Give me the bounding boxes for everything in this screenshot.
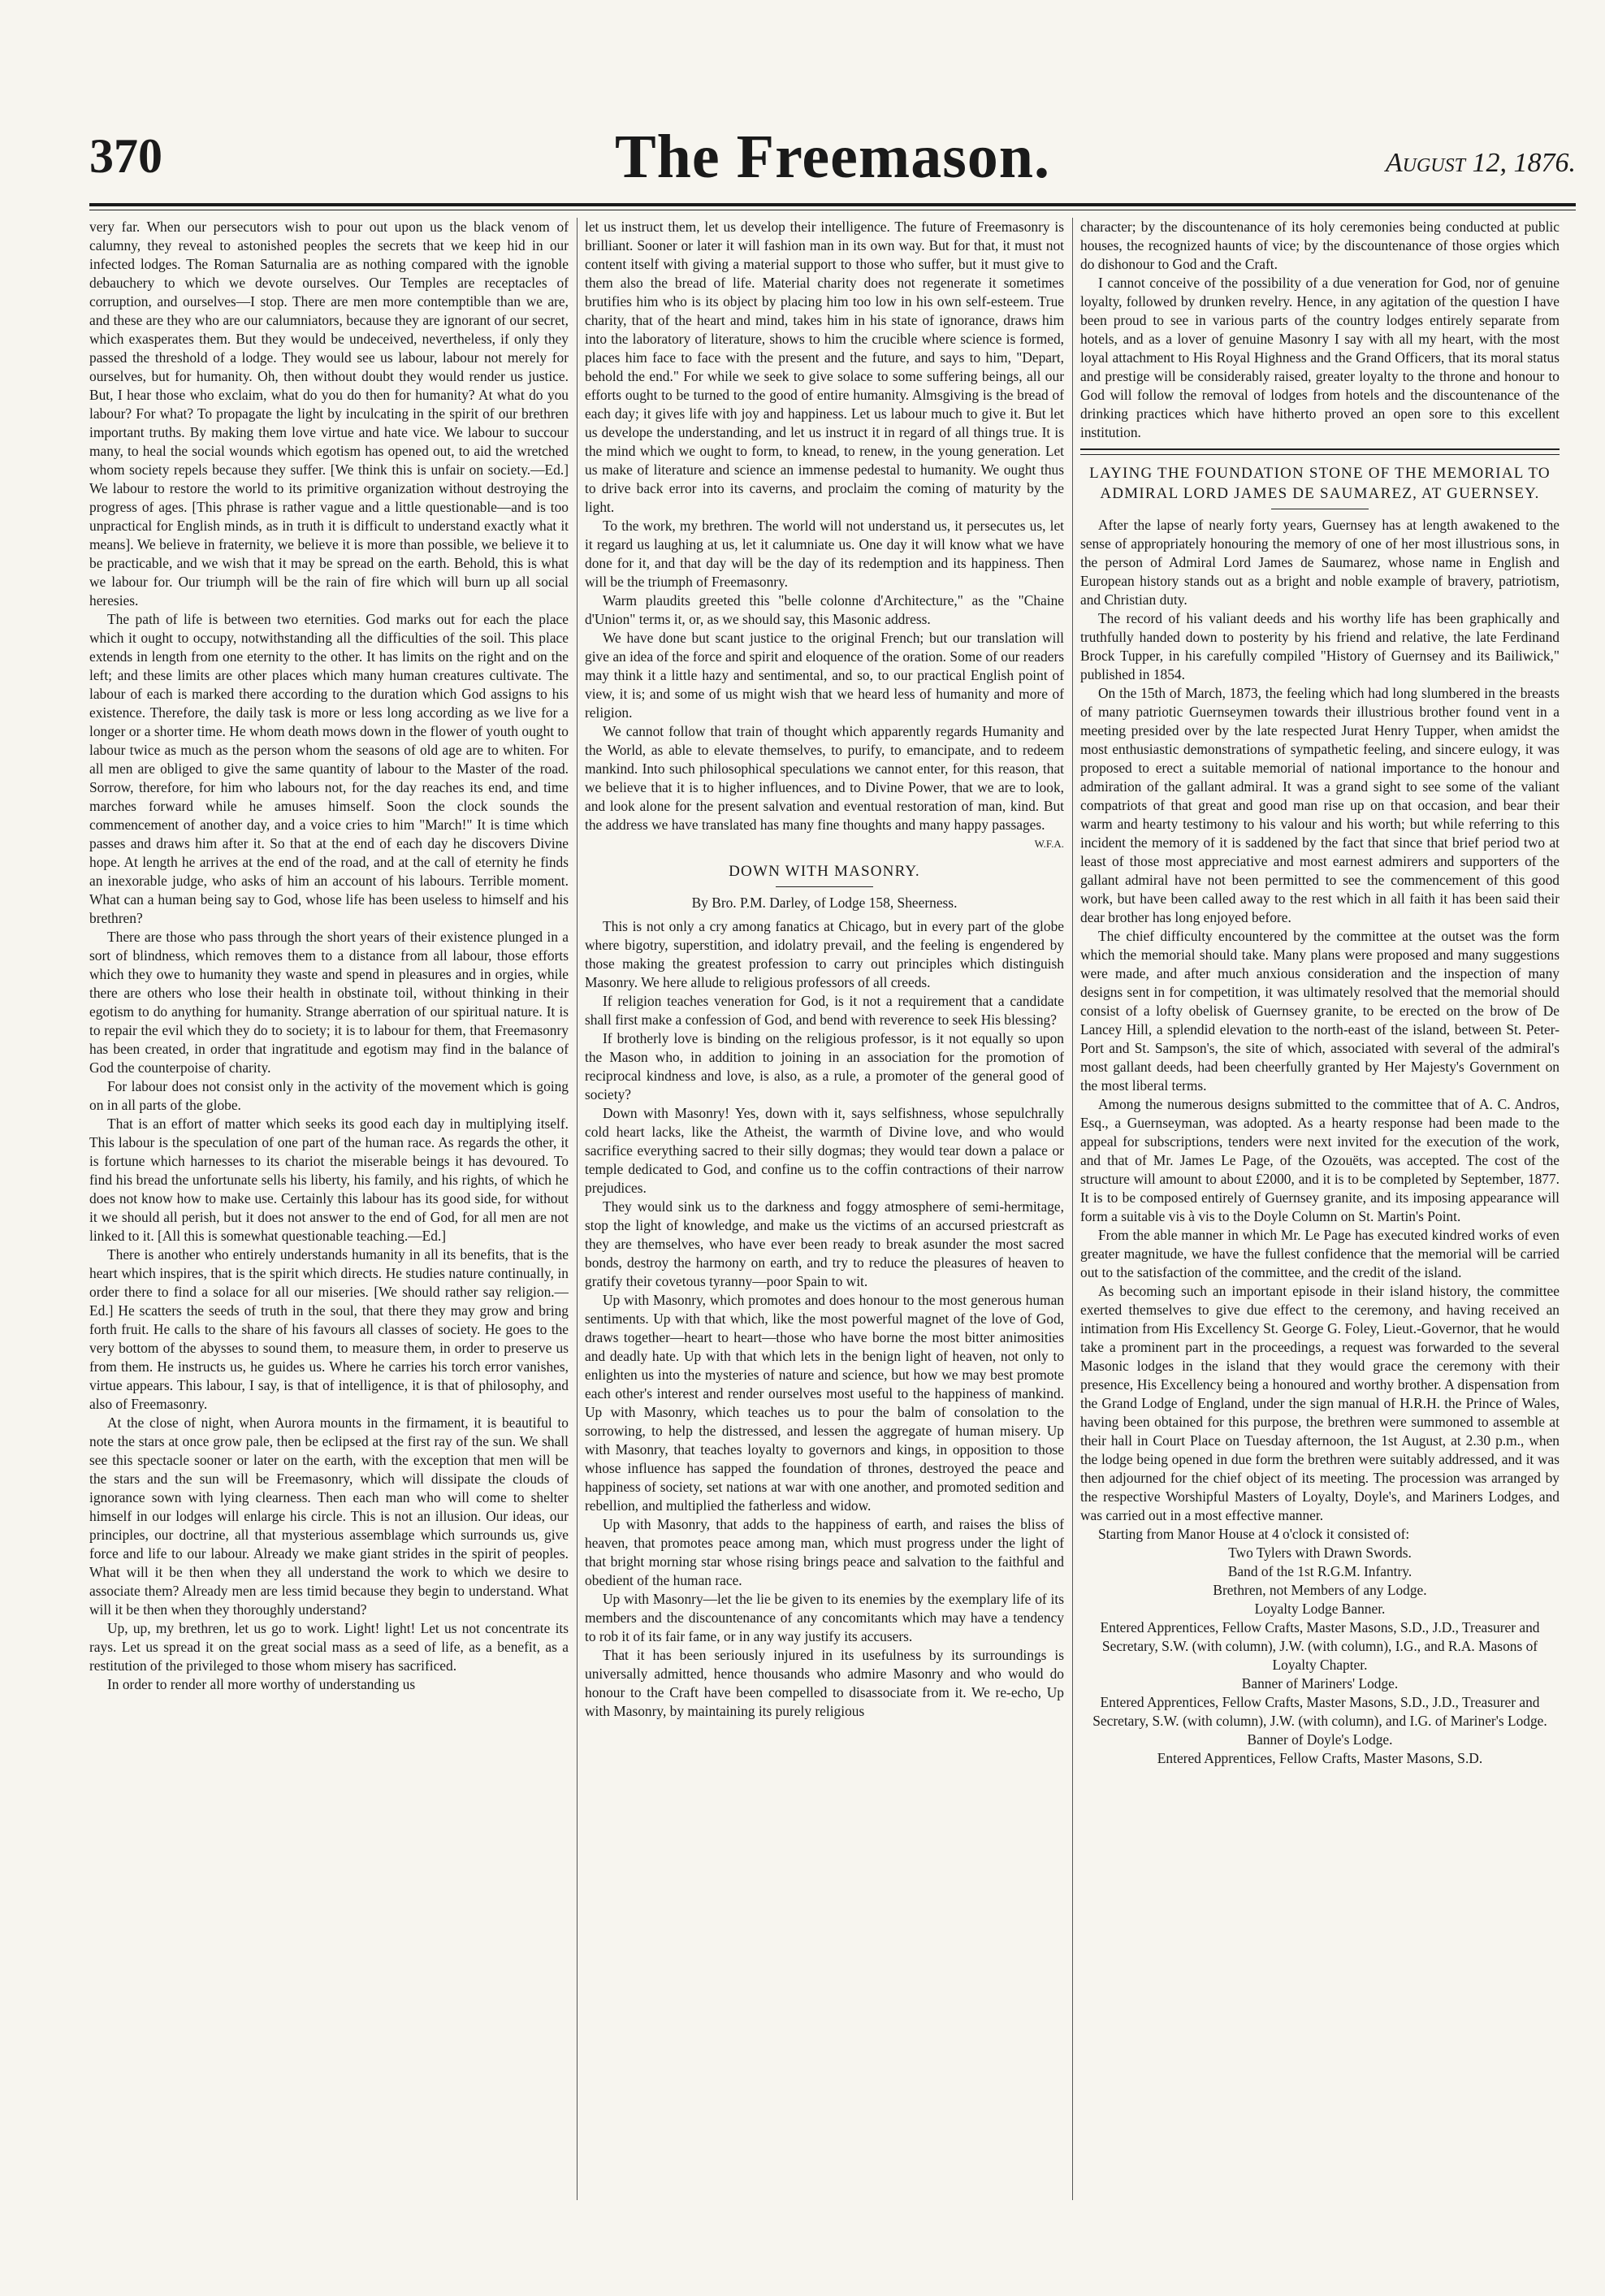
paragraph: Up with Masonry—let the lie be given to its enemies by the exemplary life of its members and the discountenance of any concomitants which may have a tendency to rob it of its fair fame, or in any way justify its accusers. — [585, 1591, 1064, 1644]
column-divider — [577, 218, 578, 2200]
paragraph: I cannot conceive of the possibility of a due veneration for God, nor of genuine loyalty, followed by drunken revelry. Hence, in any agitation of the question I have been proud to see in various parts of the country lodges entirely separate from hotels, and as a lover of genuine Masonry I say with all my heart, with the most loyal attachment to His Royal Highness and the Grand Officers, that its moral status and prestige will be considerably raised, greater loyalty to the throne and honour to God will follow the removal of lodges from hotels and the discountenance of the drinking practices which have hitherto proved an open sore to this excellent institution. — [1080, 275, 1560, 440]
paragraph: At the close of night, when Aurora mounts in the firmament, it is beautiful to note the stars at once grow pale, then be eclipsed at the first ray of the sun. We shall see this spectacle sooner or later on the earth, with the exception that men will be the stars and the sun will be Freemasonry, which will dissipate the clouds of ignorance sown with lying clearness. Then each man who will come to shelter himself in our lodges will enlarge his circle. This is not an illusion. Our ideas, our principles, our doctrine, all that mysterious assemblage which surrounds us, give force and life to our labour. Already we make giant strides in the spirit of peoples. What will it be then when they all understand the work to which we desire to associate them? Already men are less timid because they begin to understand. What will it be then when they thoroughly understand? — [89, 1414, 569, 1618]
procession-item: Entered Apprentices, Fellow Crafts, Master Masons, S.D., J.D., Treasurer and Secretary, S.W. (with column), J.W. (with column), I.G., and R.A. Masons of Loyalty Chapter. — [1100, 1619, 1540, 1673]
page-number: 370 — [89, 129, 162, 183]
article-headline-down-with-masonry: DOWN WITH MASONRY. — [729, 863, 920, 880]
paragraph: In order to render all more worthy of understanding us — [107, 1676, 416, 1692]
paragraph: let us instruct them, let us develop their intelligence. The future of Freemasonry is brilliant. Sooner or later it will fashion man in its own way. But for that, it must not content itself with giving a material support to those who suffer, but it must give to them also the bread of life. Material charity does not regenerate it sometimes brutifies him who is its object by placing him too low in his own self-esteem. True charity, that of the heart and mind, takes him in his state of ignorance, draws him into the laboratory of literature, shows to him the crucible where science is formed, places him face to face with the present and the future, and says to him, "Depart, behold the end." For while we seek to give solace to some suffering beings, all our efforts ought to be turned to the good of entire humanity. Almsgiving is the bread of each day; it gives life with joy and happiness. Let us labour much to give it. But let us develope the understanding, and let us instruct it in regard of all things true. It is the mind which we ought to form, to knead, to renew, in the young generation. Let us make of literature and science an immense pedestal to humanity. We ought thus to drive back error into its caverns, and proclaim the coming of maturity by the light. — [585, 219, 1064, 515]
newspaper-title: The Freemason. — [614, 123, 1051, 191]
procession-item: Banner of Mariners' Lodge. — [1241, 1675, 1399, 1692]
paragraph: If brotherly love is binding on the religious professor, is it not equally so upon the Mason who, in addition to joining in an association for the promotion of reciprocal kindness and love, is also, as a rule, a promoter of the general good of society? — [585, 1030, 1064, 1103]
procession-item: Loyalty Lodge Banner. — [1254, 1601, 1386, 1617]
section-rule — [1080, 448, 1560, 455]
paragraph: We cannot follow that train of thought which apparently regards Humanity and the World, as able to elevate themselves, to purify, to emancipate, and to redeem mankind. Into such philosophical speculations we cannot enter, for this reason, that we believe that it is to higher influences, and to Divine Power, that we are to look, and look alone for the present salvation and eventual restoration of man, kind. But the address we have translated has many fine thoughts and many happy passages. — [585, 723, 1064, 833]
paragraph: The chief difficulty encountered by the committee at the outset was the form which the memorial should take. Many plans were proposed and many suggestions were made, and after much anxious consideration and the inspection of many designs sent in for competition, it was ultimately resolved that the memorial should consist of a lofty obelisk of Guernsey granite, to be erected on the brow of De Lancey Hill, a splendid elevation to the north-east of the island, between St. Peter-Port and St. Sampson's, the site of which, associated with several of the admiral's most gallant deeds, had been cheerfully granted by Her Majesty's Government on the most liberal terms. — [1080, 928, 1560, 1094]
column-2 — [585, 218, 1064, 2249]
issue-date: August 12, 1876. — [1385, 148, 1576, 178]
column-divider — [1072, 218, 1073, 2200]
procession-item: Entered Apprentices, Fellow Crafts, Master Masons, S.D., J.D., Treasurer and Secretary, S.W. (with column), J.W. (with column), and I.G. of Mariner's Lodge. — [1092, 1694, 1547, 1729]
paragraph: There are those who pass through the short years of their existence plunged in a sort of blindness, which removes them to a distance from all labour, those efforts which they owe to humanity they waste and spend in pleasures and in orgies, while there are others who lose their health in obstinate toil, without thinking in their egotism to do anything for humanity. Strange aberration of our spiritual nature. It is to repair the evil which they do to society; it is to labour for them, that Freemasonry has been created, in order that ingratitude and egotism may find in the balance of God the counterpoise of charity. — [89, 929, 569, 1076]
paragraph: This is not only a cry among fanatics at Chicago, but in every part of the globe where bigotry, superstition, and idolatry prevail, and the feeling is engendered by those making the greatest profession to carry out principles which distinguish Masonry. We here allude to religious professors of all creeds. — [585, 918, 1064, 990]
masthead — [89, 122, 1576, 203]
column-1 — [89, 218, 569, 2249]
header-rule — [89, 203, 1576, 206]
paragraph: On the 15th of March, 1873, the feeling which had long slumbered in the breasts of many patriotic Guernseymen towards their illustrious brother found vent in a meeting presided over by the late respected Jurat Henry Tupper, when amidst the most enthusiastic demonstrations of sympathetic feeling, and sincere eulogy, it was proposed to erect a suitable memorial of national importance to the honour and admiration of the gallant admiral. It was a grand sight to see some of the valiant compatriots of that great and good man rise up on that occasion, and bear their warm and hearty testimony to his valour and his worth; but while referring to this incident the memory of it is saddened by the fact that since that brief period two at least of those most appreciative and most earnest admirers and supporters of the gallant admiral have not been permitted to see the commencement of this good work, but have been called away to the rest which in all faith it has been said their dear brother has long enjoyed before. — [1080, 685, 1560, 925]
procession-item: Brethren, not Members of any Lodge. — [1213, 1582, 1427, 1598]
paragraph: Among the numerous designs submitted to the committee that of A. C. Andros, Esq., a Guernseyman, was adopted. As a hearty response had been made to the appeal for subscriptions, tenders were next invited for the execution of the work, and that of Mr. James Le Page, of the Ozouëts, was accepted. The cost of the structure will amount to about £2000, and it is to be completed by September, 1877. It is to be composed entirely of Guernsey granite, and its imposing appearance will form a suitable vis à vis to the Doyle Column on St. Martin's Point. — [1080, 1096, 1560, 1224]
paragraph: As becoming such an important episode in their island history, the committee exerted themselves to give due effect to the ceremony, and having received an intimation from His Excellency St. George G. Foley, Lieut.-Governor, that he would take a prominent part in the proceedings, a request was forwarded to the several Masonic lodges in the island that they would grace the ceremony with their presence, His Excellency being a honoured and worthy brother. A dispensation from the Grand Lodge of England, under the sign manual of H.R.H. the Prince of Wales, having been obtained for this purpose, the brethren were summoned to assemble at their hall in Court Place on Tuesday afternoon, the 1st August, at 2.30 p.m., when the lodge being opened in due form the brethren were suitably addressed, and it was then adjourned for the chief object of its meeting. The procession was arranged by the respective Worshipful Masters of Loyalty, Doyle's, and Mariners Lodges, and was carried out in a most effective manner. — [1080, 1283, 1560, 1523]
paragraph: If religion teaches veneration for God, is it not a requirement that a candidate shall first make a confession of God, and bend with reverence to seek His blessing? — [585, 993, 1064, 1028]
paragraph: For labour does not consist only in the activity of the movement which is going on in all parts of the globe. — [89, 1078, 569, 1113]
procession-item: Band of the 1st R.G.M. Infantry. — [1227, 1563, 1412, 1579]
paragraph: Up with Masonry, that adds to the happiness of earth, and raises the bliss of heaven, that promotes peace among man, which must progress under the light of that bright morning star whose rising brings peace and salvation to the faithful and obedient of the human race. — [585, 1516, 1064, 1588]
paragraph: After the lapse of nearly forty years, Guernsey has at length awakened to the sense of appropriately honouring the memory of one of her most illustrious sons, in the person of Admiral Lord James de Saumarez, whose name in English and European history stands out as a bright and noble example of bravery, patriotism, and Christian duty. — [1080, 517, 1560, 608]
paragraph: The record of his valiant deeds and his worthy life has been graphically and truthfully handed down to posterity by his friend and relative, the late Ferdinand Brock Tupper, in his carefully compiled "History of Guernsey and its Bailiwick," published in 1854. — [1080, 610, 1560, 682]
paragraph: To the work, my brethren. The world will not understand us, it persecutes us, let it regard us laughing at us, let it calumniate us. One day it will know what we have done for it, and that day will be the day of its redemption and its happiness. Then will be the triumph of Freemasonry. — [585, 518, 1064, 590]
paragraph: Up with Masonry, which promotes and does honour to the most generous human sentiments. Up with that which, like the most powerful magnet of the love of God, draws together—heart to heart—those who have borne the most bitter animosities and deadly hate. Up with that which lets in the benign light of heaven, not only to enlighten us into the mysteries of nature and science, but how we may best promote each other's interest and render ourselves most useful to the happiness of mankind. Up with Masonry, which teaches us to pour the balm of consolation to the sorrowing, to help the distressed, and lessen the aggregate of human misery. Up with Masonry, that teaches loyalty to governors and kings, in opposition to those whose influence has sapped the foundation of thrones, destroyed the peace and happiness of society, set nations at war with one another, and promoted sedition and rebellion, and multiplied the fatherless and widow. — [585, 1292, 1064, 1514]
paragraph: Up, up, my brethren, let us go to work. Light! light! Let us not concentrate its rays. Let us spread it on the great social mass as a seed of life, as a benefit, as a restitution of the privileged to those whom misery has sacrificed. — [89, 1620, 569, 1674]
procession-item: Banner of Doyle's Lodge. — [1247, 1731, 1393, 1748]
procession-item: Two Tylers with Drawn Swords. — [1228, 1544, 1412, 1561]
paragraph: Starting from Manor House at 4 o'clock it consisted of: — [1098, 1526, 1410, 1542]
paragraph: very far. When our persecutors wish to pour out upon us the black venom of calumny, they reveal to astonished peoples the secrets that we keep hid in our infected lodges. The Roman Saturnalia are as nothing compared with the ignoble debauchery to which we devote ourselves. Our Temples are receptacles of corruption, and ourselves—I stop. There are men more contemptible than we are, and these are they who are our calumniators, because they are ignorant of our secret, which exasperates them. But they would be undeceived, nevertheless, if only they passed the threshold of a lodge. They would see us labour, labour not merely for ourselves, but for humanity. Oh, then without doubt they would render us justice. But, I hear those who exclaim, what do you do then for humanity? At what do you labour? For what? To propagate the light by inculcating in the spirit of our brethren important truths. By making them love virtue and hate vice. We labour to succour many, to heal the social wounds which egotism has opened out, to aid the wretched whom society repels because they suffer. [We think this is unfair on society.—Ed.] We labour to restore the world to its primitive organization without destroying the progress of ages. [This phrase is rather vague and a little questionable—and is too unpractical for English minds, as in truth it is difficult to understand exactly what it means]. We believe in fraternity, we believe it is more than possible, we believe it to be practicable, and we wish that it may be spread on the earth. Behold, this is what we labour for. Our triumph will be the rain of fire which will burn up all social heresies. — [89, 219, 569, 609]
author-signature: W.F.A. — [1034, 838, 1064, 850]
column-3 — [1080, 218, 1560, 2249]
procession-item: Entered Apprentices, Fellow Crafts, Master Masons, S.D. — [1157, 1750, 1483, 1766]
paragraph: The path of life is between two eternities. God marks out for each the place which it ought to occupy, notwithstanding all the difficulties of the soil. This place extends in length from one eternity to the other. It has limits on the right and on the left; and these limits are other places which many human creatures cultivate. The labour of each is marked there according to the duration which God assigns to his existence. Therefore, the daily task is more or less long according as we live for a longer or a shorter time. He whom death mows down in the flower of youth ought to labour twice as much as the person whom the seasons of old age are to whiten. For all men are obliged to give the same quantity of labour to the Master of the road. Sorrow, therefore, for him who labours not, for the day reaches its end, and time marches forward while he amuses himself. Soon the clock sounds the commencement of another day, and a voice cries to him "March!" It is time which passes and draws him after it. So that at the end of each day he discovers Divine hope. At length he arrives at the end of the road, and at the call of eternity he finds an inexorable judge, who asks of him an account of his labours. Terrible moment. What can a human being say to God, whose life has been useless to himself and his brethren? — [89, 611, 569, 926]
headline-rule — [776, 886, 873, 887]
article-headline-laying-foundation-stone: LAYING THE FOUNDATION STONE OF THE MEMORIAL TO ADMIRAL LORD JAMES DE SAUMAREZ, AT GUERNSEY. — [1089, 465, 1551, 502]
article-byline: By Bro. P.M. Darley, of Lodge 158, Sheerness. — [691, 895, 958, 911]
paragraph: We have done but scant justice to the original French; but our translation will give an idea of the force and spirit and eloquence of the oration. Some of our readers may think it a little hazy and sentimental, and so, to our practical English point of view, it is; and some of us might wish that we heard less of humanity and more of religion. — [585, 630, 1064, 721]
paragraph: Down with Masonry! Yes, down with it, says selfishness, whose sepulchrally cold heart lacks, like the Atheist, the warmth of Divine love, and who would sacrifice everything sacred to their silly dogmas; they would tear down a palace or temple dedicated to God, and confine us to the coffin contractions of their narrow prejudices. — [585, 1105, 1064, 1196]
paragraph: There is another who entirely understands humanity in all its benefits, that is the heart which inspires, that is the spirit which directs. He studies nature continually, in order there to find a solace for all our miseries. [We should rather say religion.—Ed.] He scatters the seeds of truth in the soul, that there they may grow and bring forth fruit. He calls to the share of his favours all classes of society. He goes to the very bottom of the abysses to sound them, to measure them, in order to preserve us from them. He instructs us, he guides us. Where he carries his torch error vanishes, virtue appears. This labour, I say, is that of intelligence, it is that of philosophy, and also of Freemasonry. — [89, 1246, 569, 1412]
paragraph: That it has been seriously injured in its usefulness by its surroundings is universally admitted, hence thousands who admire Masonry and who would do honour to the Craft have been compelled to disassociate from it. We re-echo, Up with Masonry, by maintaining its purely religious — [585, 1647, 1064, 1719]
paragraph: character; by the discountenance of its holy ceremonies being conducted at public houses, the recognized haunts of vice; by the discountenance of those orgies which do dishonour to God and the Craft. — [1080, 219, 1560, 272]
paragraph: That is an effort of matter which seeks its good each day in multiplying itself. This labour is the speculation of one part of the human race. As regards the other, it is fortune which harnesses to its chariot the miserable beings it has devoured. To find his bread the unfortunate sells his liberty, his family, and his rights, of which he does not know how to make use. Certainly this labour has its good side, for without it we should all perish, but it does not answer to the end of God, for all men are not linked to it. [All this is somewhat questionable teaching.—Ed.] — [89, 1116, 569, 1244]
paragraph: From the able manner in which Mr. Le Page has executed kindred works of even greater magnitude, we have the fullest confidence that the memorial will be carried out to the satisfaction of the committee, and the credit of the island. — [1080, 1227, 1560, 1280]
paragraph: They would sink us to the darkness and foggy atmosphere of semi-hermitage, stop the light of knowledge, and make us the victims of an accursed priestcraft as they are themselves, who have ever been ready to break asunder the most sacred bonds, destroy the harmony on earth, and try to reduce the pleasures of heaven to gratify their covetous tyranny—poor Spain to wit. — [585, 1198, 1064, 1289]
paragraph: Warm plaudits greeted this "belle colonne d'Architecture," as the "Chaine d'Union" terms it, or, as we should say, this Masonic address. — [585, 592, 1064, 627]
